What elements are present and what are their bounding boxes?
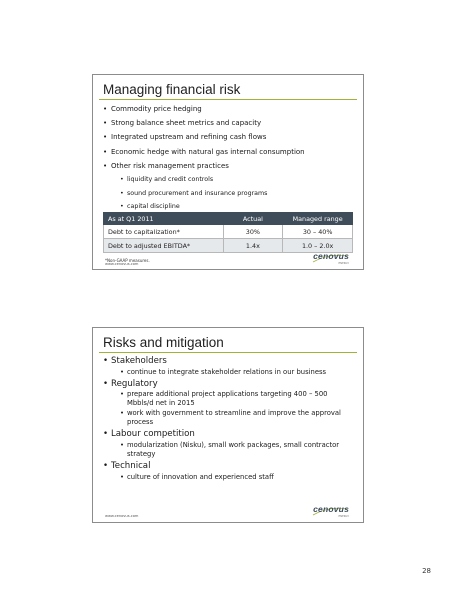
table-cell: Debt to adjusted EBITDA* [104, 239, 224, 253]
table-cell: 1.4x [223, 239, 283, 253]
logo-wordmark: cenovus [313, 251, 349, 261]
footer-url: www.cenovus.com [105, 514, 139, 518]
sub-bullet-item: • continue to integrate stakeholder relations in our business [103, 368, 355, 377]
footnote: *Non-GAAP measures. [105, 258, 150, 263]
section-heading-labour-competition: • Labour competition [103, 428, 355, 441]
cenovus-logo [309, 504, 349, 518]
sub-bullet-item: • sound procurement and insurance programs [103, 187, 355, 201]
title-divider [99, 99, 357, 100]
table-row [104, 225, 353, 239]
logo-wordmark: cenovus [313, 504, 349, 514]
cenovus-logo [309, 251, 349, 265]
logo-tagline: ENERGY [338, 515, 349, 518]
section-heading-technical: • Technical [103, 460, 355, 473]
logo-tagline: ENERGY [338, 262, 349, 265]
bullet-list [103, 355, 355, 483]
table-cell: 30% [223, 225, 283, 239]
table-cell: Debt to capitalization* [104, 225, 224, 239]
table-header-cell: As at Q1 2011 [104, 213, 224, 225]
table-header-row [104, 213, 353, 225]
bullet-list [103, 102, 355, 214]
footer-url: www.cenovus.com [105, 262, 139, 266]
section-heading-regulatory: • Regulatory [103, 378, 355, 391]
bullet-item: • Integrated upstream and refining cash flows [103, 130, 355, 144]
bullet-item: • Strong balance sheet metrics and capacity [103, 116, 355, 130]
sub-bullet-item: • prepare additional project applications targeting 400 – 500 Mbbls/d net in 2015 [103, 390, 355, 408]
sub-bullet-item: • capital discipline [103, 200, 355, 214]
sub-bullet-item: • modularization (Nisku), small work packages, small contractor strategy [103, 441, 355, 459]
sub-bullet-item: • culture of innovation and experienced staff [103, 473, 355, 482]
section-heading-stakeholders: • Stakeholders [103, 355, 355, 368]
bullet-item: • Other risk management practices [103, 159, 355, 173]
sub-bullet-item: • work with government to streamline and improve the approval process [103, 409, 355, 427]
bullet-item: • Commodity price hedging [103, 102, 355, 116]
slide-managing-financial-risk [92, 74, 364, 270]
slide-title: Risks and mitigation [103, 335, 224, 350]
risk-metrics-table [103, 212, 353, 253]
table-header-cell: Managed range [283, 213, 353, 225]
table-cell: 1.0 – 2.0x [283, 239, 353, 253]
table-header-cell: Actual [223, 213, 283, 225]
table-cell: 30 – 40% [283, 225, 353, 239]
sub-bullet-item: • liquidity and credit controls [103, 173, 355, 187]
title-divider [99, 352, 357, 353]
page-number: 28 [422, 567, 431, 575]
slide-risks-and-mitigation [92, 327, 364, 523]
bullet-item: • Economic hedge with natural gas internal consumption [103, 145, 355, 159]
slide-title: Managing financial risk [103, 82, 241, 97]
